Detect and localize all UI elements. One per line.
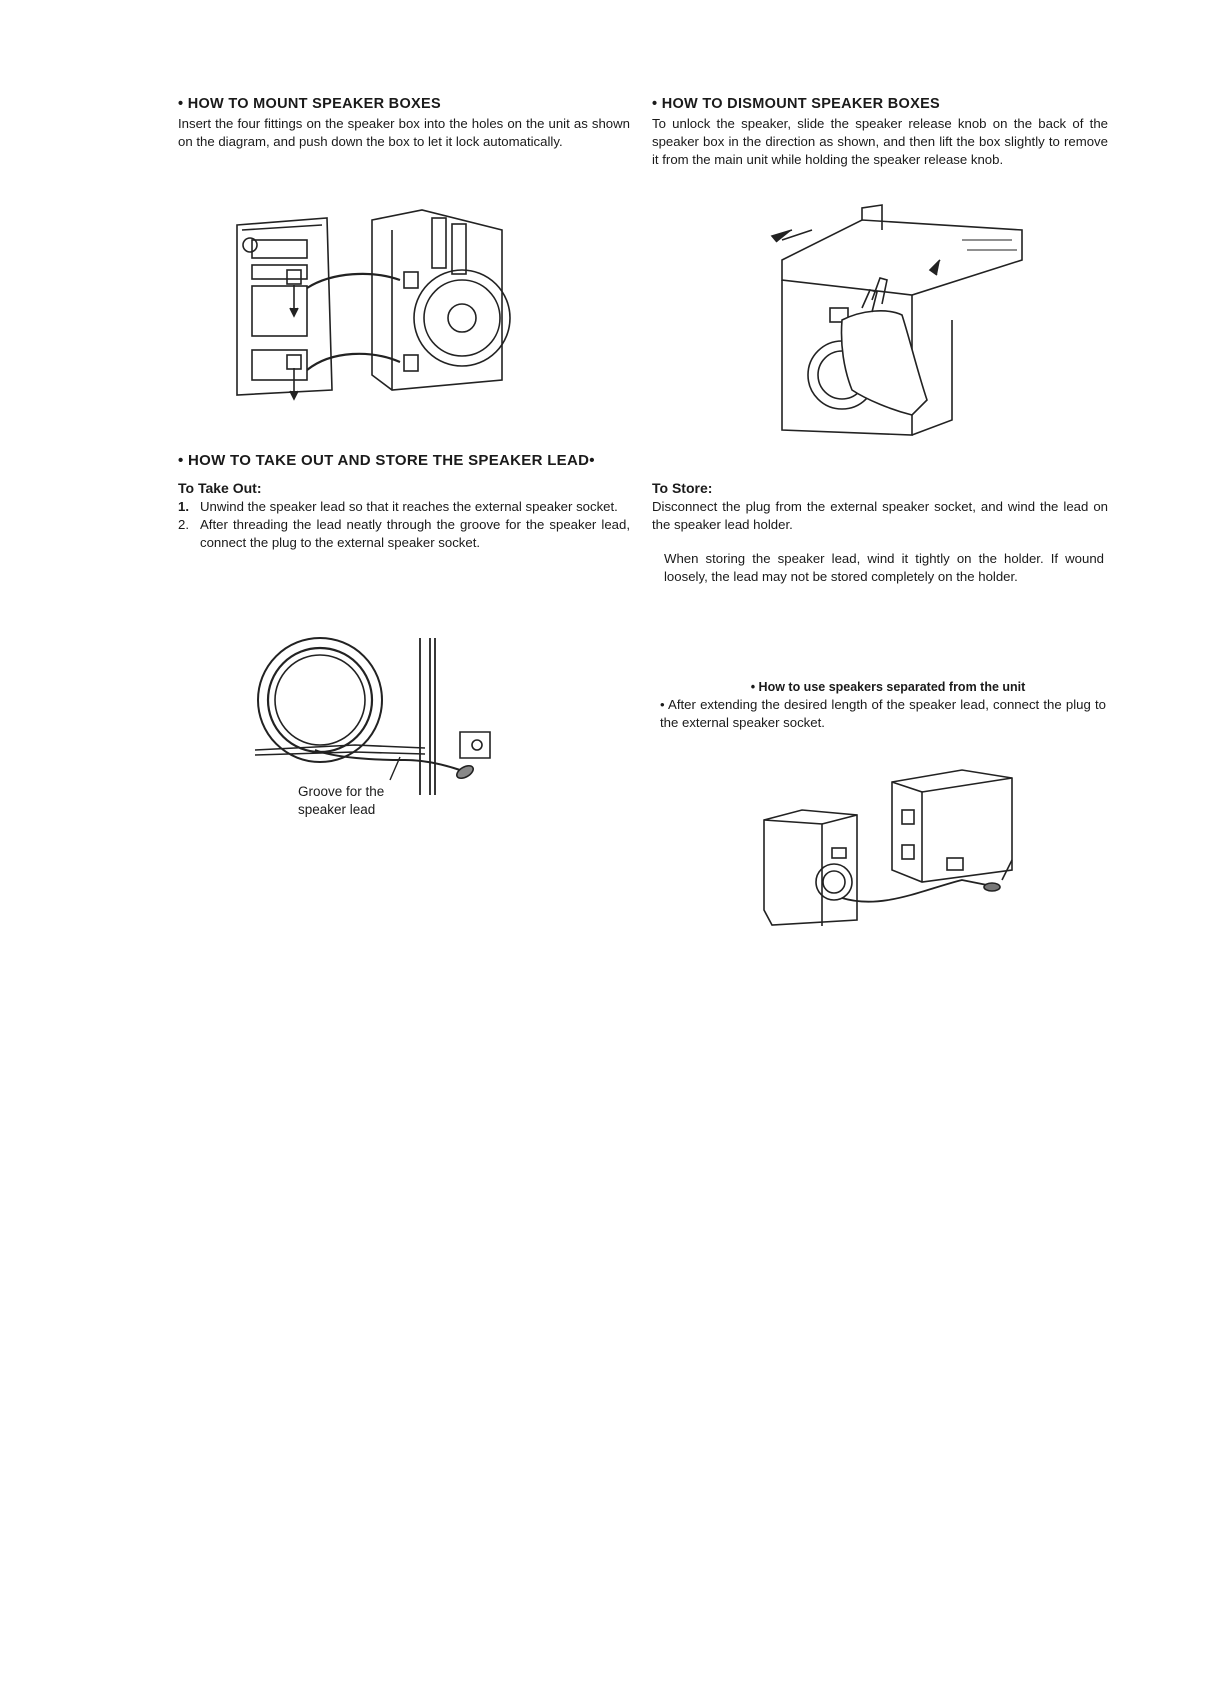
mount-body: Insert the four fittings on the speaker box into the holes on the unit as shown on the diagram, and push down the box to let it lock automatically. <box>178 116 630 149</box>
separated-bullet: • After extending the desired length of the speaker lead, connect the plug to the external speaker socket. <box>660 697 1106 730</box>
take-out-section <box>178 480 630 552</box>
store-section <box>652 480 1108 586</box>
mount-heading: • HOW TO MOUNT SPEAKER BOXES <box>178 96 441 112</box>
lead-heading: • HOW TO TAKE OUT AND STORE THE SPEAKER LEAD• <box>178 452 595 469</box>
separated-diagram <box>762 760 1022 930</box>
groove-label-line1: Groove for the <box>298 784 385 799</box>
dismount-body: To unlock the speaker, slide the speaker release knob on the back of the speaker box in the direction as shown, and then lift the box slightly to remove it from the main unit while holding the speaker release knob. <box>652 116 1108 167</box>
dismount-section <box>652 96 1108 169</box>
groove-diagram <box>255 630 515 830</box>
separated-section <box>660 680 1106 732</box>
step-text: After threading the lead neatly through the groove for the speaker lead, connect the plug to the external speaker socket. <box>200 517 630 550</box>
separated-heading: • How to use speakers separated from the unit <box>750 680 1026 694</box>
dismount-heading: • HOW TO DISMOUNT SPEAKER BOXES <box>652 96 941 112</box>
store-title: To Store: <box>652 480 713 496</box>
take-out-title: To Take Out: <box>178 480 262 496</box>
dismount-diagram <box>752 200 1042 440</box>
take-out-step <box>178 516 630 552</box>
store-body: Disconnect the plug from the external speaker socket, and wind the lead on the speaker lead holder. <box>652 499 1108 532</box>
step-number: 2. <box>178 517 189 532</box>
groove-label-line2: speaker lead <box>298 802 376 817</box>
mount-section <box>178 96 630 151</box>
mount-diagram <box>232 200 532 415</box>
store-note: When storing the speaker lead, wind it tightly on the holder. If wound loosely, the lead may not be stored completely on the holder. <box>664 551 1104 584</box>
take-out-step <box>178 498 630 516</box>
step-text: Unwind the speaker lead so that it reaches the external speaker socket. <box>200 499 618 514</box>
step-number: 1. <box>178 499 189 514</box>
